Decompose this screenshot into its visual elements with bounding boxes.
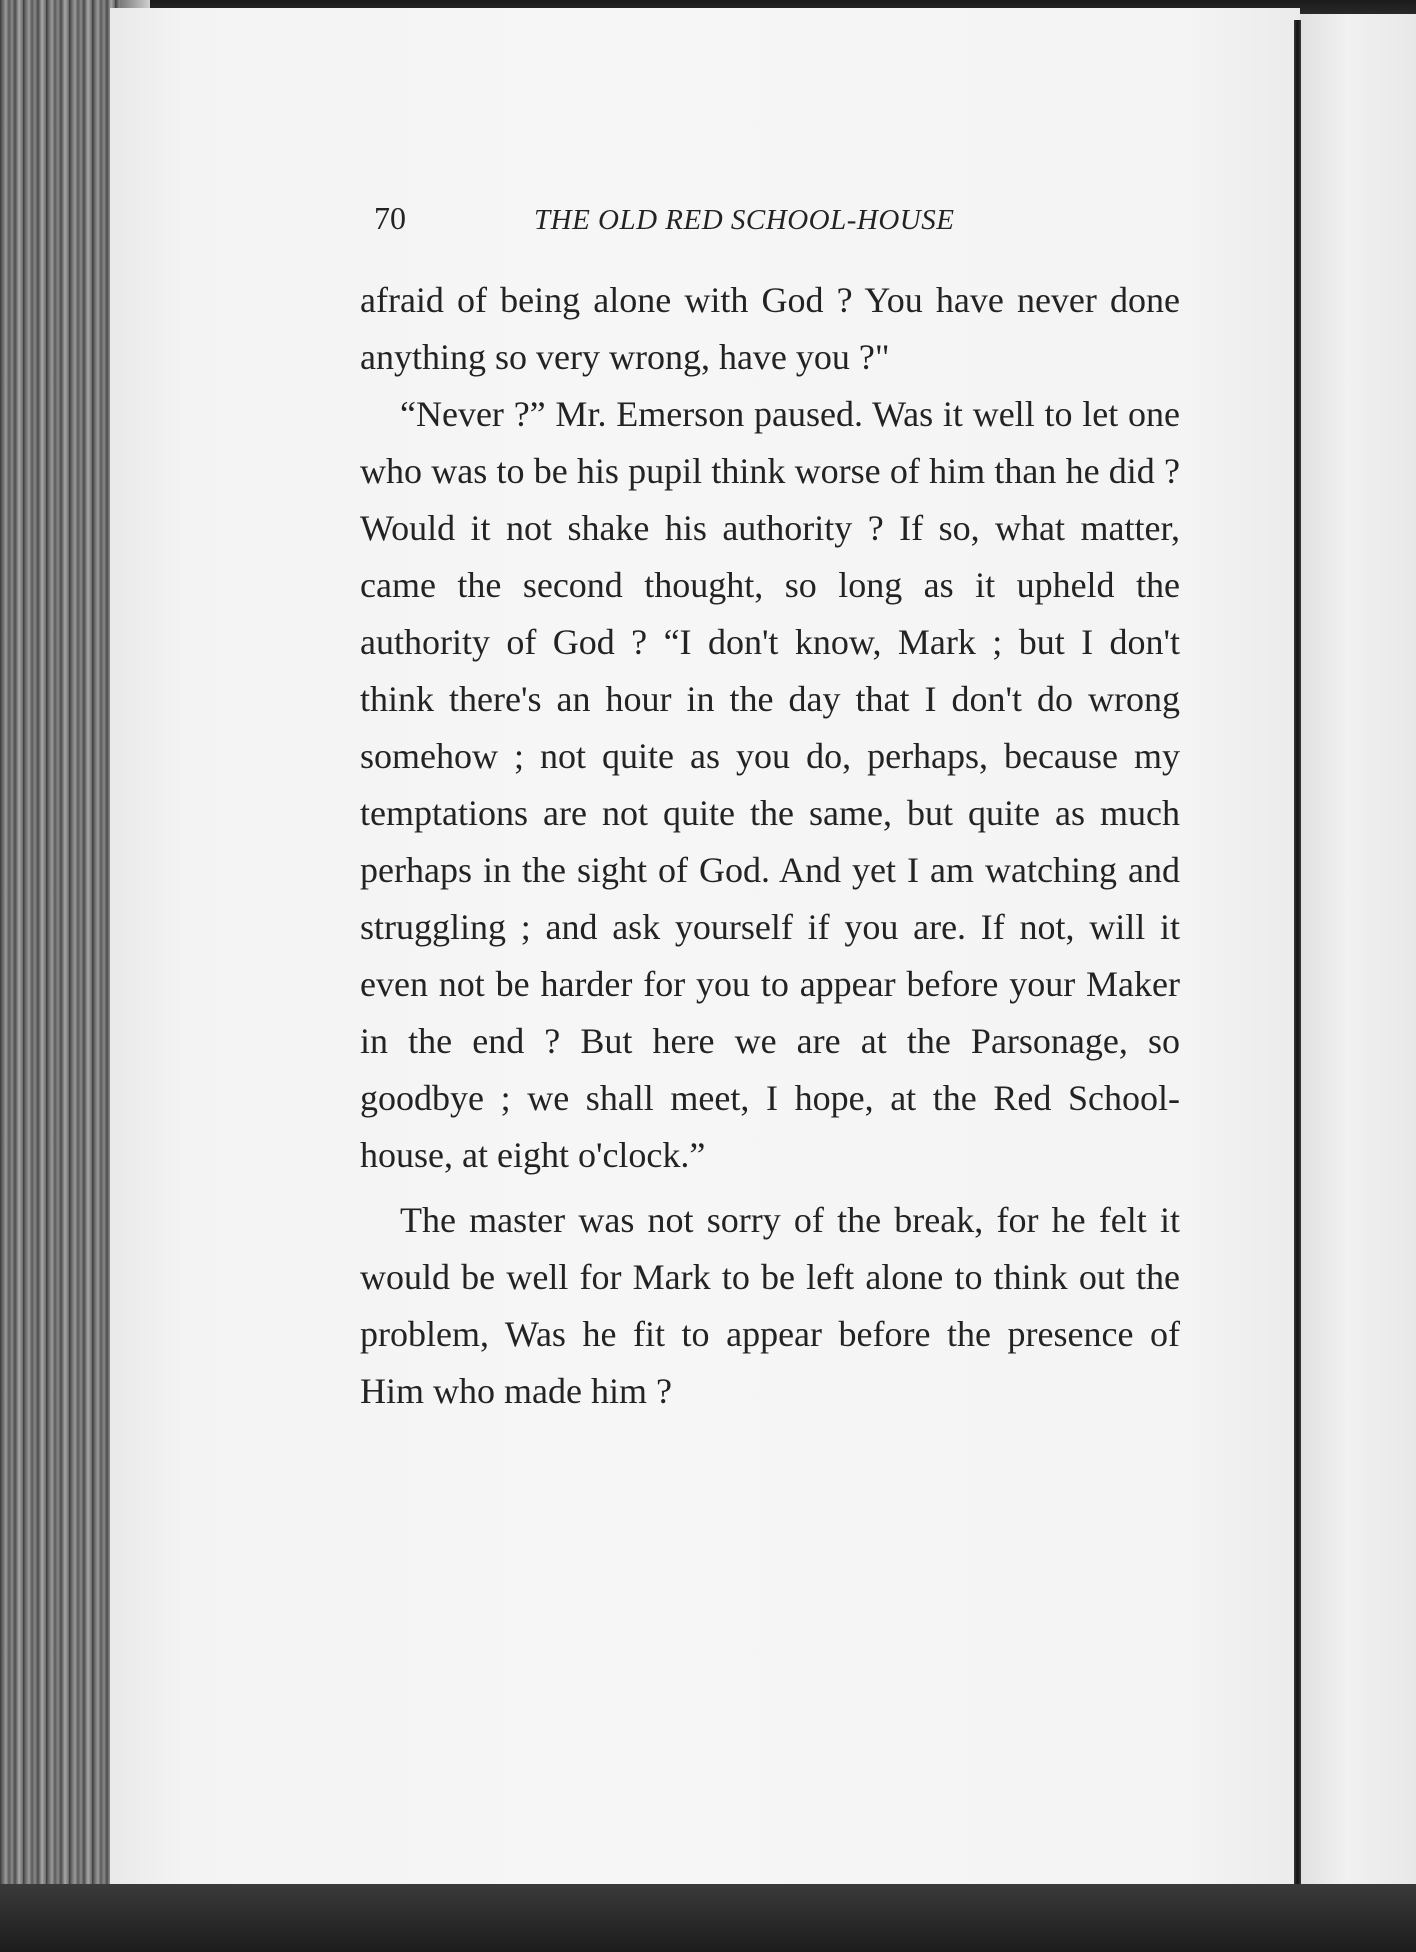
- running-head-title: THE OLD RED SCHOOL-HOUSE: [534, 204, 955, 236]
- paragraph-closing: The master was not sorry of the break, for he felt it would be well for Mark to be left alone to think out the problem, Was he fit to appear before the presence of Him who made him ?: [360, 1200, 1180, 1411]
- book-binding: [1294, 20, 1301, 1890]
- paragraph-dialogue: “Never ?” Mr. Emerson paused. Was it well to let one who was to be his pupil think worse of him than he did ? Would it not shake his authority ? If so, what matter, came the second thought, so long as it upheld the authority of God ? “I don't know, Mark ; but I don't think there's an hour in the day that I don't do wrong somehow ; not quite as you do, perhaps, because my temptations are not quite the same, but quite as much perhaps in the sight of God. And yet I am watching and struggling ; and ask yourself if you are. If not, will it even not be harder for you to appear before your Maker in the end ? But here we are at the Parsonage, so goodbye ; we shall meet, I hope, at the Red School-house, at eight o'clock.”: [360, 394, 1180, 1175]
- facing-page-edge: [1300, 14, 1416, 1894]
- page-text-block: [360, 200, 1180, 1420]
- running-head: [360, 200, 1180, 260]
- page-number: 70: [374, 200, 406, 236]
- paragraph-continuation: afraid of being alone with God ? You have never done anything so very wrong, have you ?": [360, 280, 1180, 377]
- scan-bottom-edge: [0, 1884, 1416, 1952]
